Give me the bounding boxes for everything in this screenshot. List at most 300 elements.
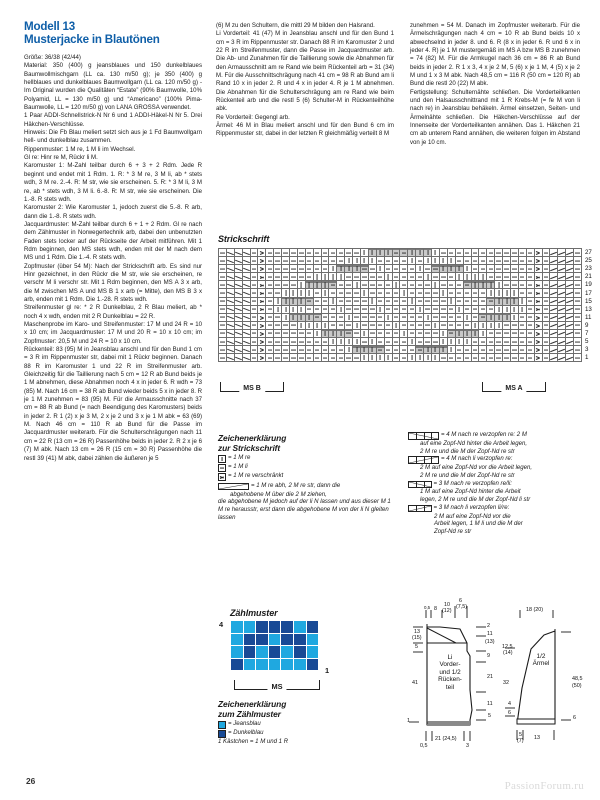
chart-cell: [534, 321, 542, 329]
chart-cell: [447, 305, 455, 313]
chart-cell: [495, 289, 503, 297]
chart-cell: [566, 265, 574, 273]
colour-cell: [243, 658, 256, 671]
chart-cell: [463, 257, 471, 265]
chart-cell: [361, 281, 369, 289]
sleeve-bottom-5-alt: (7): [517, 738, 524, 744]
para-streifenmuster: Streifenmuster gl re: * 2 R Dunkelblau, 2 R Blau meliert, ab * noch 4 x wdh, enden mit 2 R Dunkelblau = 22 R.: [24, 304, 202, 320]
chart-cell: [329, 281, 337, 289]
colour-cell: [268, 658, 281, 671]
chart-cell: [321, 257, 329, 265]
para-glre: Gl re: Hinr re M, Rückr li M.: [24, 154, 98, 162]
body-top-0-5: 0,5: [424, 605, 431, 610]
legend-item-cable3r-text: = 3 M nach re verzopfen re/li:: [433, 480, 512, 487]
chart-cell: [226, 257, 234, 265]
colour-row: [231, 646, 319, 659]
chart-cell: [353, 257, 361, 265]
chart-cell: [510, 281, 518, 289]
chart-cell: [558, 273, 566, 281]
chart-cell: [321, 338, 329, 346]
legend-strickschrift: [218, 434, 394, 522]
chart-cell: [242, 354, 250, 362]
chart-cell: [290, 338, 298, 346]
chart-cell: [518, 257, 526, 265]
chart-cell: [550, 273, 558, 281]
chart-cell: [368, 249, 376, 257]
chart-cell: [313, 313, 321, 321]
chart-cell: [266, 338, 274, 346]
chart-cell: [558, 338, 566, 346]
chart-cell: [290, 329, 298, 337]
chart-cell: [542, 338, 550, 346]
para-aermel-cont: zunehmen = 54 M. Danach im Zopfmuster weiterarb. Für die Ärmelschrägungen nach 4 cm = 10 R ab Bund beids 10 x abwechselnd in jeder 8. und 6. R (8 x in jeder 6. R und 6 x in jeder 4. R) je 1 M mustergemäß im MS A bzw MS B zunehmen = 74 (82) M. Für die Armkugel nach 36 cm = 86 R ab Bund beids in jeder 2. R 1 x 3, 4 x je 2 M, 5 (6) x je 1 M, 4 (5) x je 2 M und 1 x 3 M abk. Nach 48,5 cm = 116 R (50 cm = 120 R) ab Bund die restl 20 (22) M abk.: [410, 22, 580, 88]
colour-cell: [293, 646, 306, 659]
chart-cell: [313, 249, 321, 257]
chart-cell: [495, 321, 503, 329]
chart-cell: [503, 257, 511, 265]
chart-cell: [455, 281, 463, 289]
colour-cell: [268, 646, 281, 659]
chart-cell: [432, 329, 440, 337]
chart-cell: [282, 249, 290, 257]
chart-cell: [447, 265, 455, 273]
para-needles: 1 Paar ADDI-Schnellstrick-N Nr 6 und 1 ADDI-Häkel-N Nr 5. Drei Häkchen-Verschlüsse.: [24, 112, 202, 128]
chart-cell: [266, 281, 274, 289]
chart-cell: [242, 329, 250, 337]
chart-cell: [526, 346, 534, 354]
chart-cell: [542, 273, 550, 281]
chart-cell: [495, 281, 503, 289]
chart-cell: [353, 346, 361, 354]
chart-cell: [447, 313, 455, 321]
chart-cell: [566, 281, 574, 289]
chart-cell: [290, 354, 298, 362]
chart-row: [219, 289, 600, 297]
chart-cell: [416, 249, 424, 257]
colour-cell: [256, 621, 269, 634]
chart-cell: [266, 289, 274, 297]
chart-cell: [566, 346, 574, 354]
para-fertigstellung: Fertigstellung: Schulternähte schließen. Die Vorderteilkanten und den Halsausschnittrand mit 1 R Krebs-M (= fe M von li nach re) in Jeansblau behäkeln. Ärmel einsetzen, Seiten- und Ärmelnähte schließen. Die Häkchen-Verschlüsse auf der Innenseite der Vorderteilkanten annähen. Das 1. Häkchen 21 cm ab unterem Rand annähen, die weiteren folgen im Abstand von je 10 cm.: [410, 88, 580, 146]
chart-cell: [447, 289, 455, 297]
body-left-1: 1: [407, 718, 410, 724]
chart-cell: [542, 321, 550, 329]
chart-cell: [471, 346, 479, 354]
colour-cell: [306, 621, 319, 634]
chart-cell: [361, 257, 369, 265]
legend-item-cable3l-text: = 3 M nach li verzopfen li/re:: [433, 504, 510, 511]
chart-row: [219, 338, 600, 346]
chart-cell: [439, 354, 447, 362]
chart-cell: [305, 257, 313, 265]
chart-cell: [376, 305, 384, 313]
chart-cell: [305, 321, 313, 329]
colour-cell: [281, 658, 294, 671]
body-left-13: 13: [414, 629, 420, 635]
chart-cell: [400, 354, 408, 362]
chart-cell: [282, 289, 290, 297]
legend-item-slip-text: = 1 M re abh, 2 M re str, dann die: [251, 482, 341, 489]
chart-cell: [408, 289, 416, 297]
chart-cell: [297, 257, 305, 265]
chart-cell: [250, 338, 258, 346]
chart-cell: [432, 273, 440, 281]
chart-cell: [337, 297, 345, 305]
colour-cell: [243, 646, 256, 659]
chart-cell: [574, 354, 582, 362]
chart-cell: [416, 265, 424, 273]
chart-cell: [250, 329, 258, 337]
chart-cell: [518, 305, 526, 313]
colour-cell: [306, 633, 319, 646]
chart-cell: [526, 354, 534, 362]
colour-cell: [281, 621, 294, 634]
chart-cell: [408, 313, 416, 321]
colour-cell: [231, 633, 244, 646]
chart-cell: [368, 257, 376, 265]
dunkelblau-swatch-icon: [218, 730, 226, 738]
legend-item-twisted-text: = 1 M re verschränkt: [228, 472, 284, 479]
chart-cell: [479, 329, 487, 337]
chart-cell: [550, 249, 558, 257]
chart-cell: [510, 305, 518, 313]
chart-cell: [361, 297, 369, 305]
chart-cell: [471, 273, 479, 281]
legend-item-cable3l-cont-2: Arbeit legen, 1 M li und die M der: [434, 521, 523, 528]
chart-cell: [471, 265, 479, 273]
chart-cell: [337, 249, 345, 257]
chart-cell: [234, 346, 242, 354]
chart-cell: [234, 321, 242, 329]
chart-cell: [558, 305, 566, 313]
chart-cell: [495, 338, 503, 346]
chart-cell: [290, 273, 298, 281]
chart-cell: [297, 281, 305, 289]
chart-cell: [479, 354, 487, 362]
chart-cell: [526, 273, 534, 281]
chart-cell: [487, 329, 495, 337]
chart-cell: [400, 329, 408, 337]
chart-cell: [392, 305, 400, 313]
chart-cell: [574, 257, 582, 265]
chart-cell: [353, 338, 361, 346]
chart-cell: [471, 289, 479, 297]
chart-cell: [226, 265, 234, 273]
chart-cell: [313, 281, 321, 289]
chart-cell: [495, 329, 503, 337]
chart-cell: [353, 313, 361, 321]
chart-cell: [321, 265, 329, 273]
zaehlmuster-table: [230, 620, 319, 671]
chart-cell: [266, 273, 274, 281]
chart-cell: [439, 257, 447, 265]
chart-cell: [274, 346, 282, 354]
para-hinweis: Hinweis: Die Fb Blau meliert setzt sich aus je 1 Fd Baumwollgarn hell- und dunkelblau zusammen.: [24, 129, 202, 145]
chart-cell: [424, 257, 432, 265]
chart-cell: [424, 249, 432, 257]
chart-cell: [368, 338, 376, 346]
legend-item-purl-text: = 1 M li: [228, 464, 248, 471]
chart-cell: [329, 338, 337, 346]
chart-cell: [392, 313, 400, 321]
chart-cell: [558, 281, 566, 289]
chart-cell: [345, 313, 353, 321]
chart-cell: [542, 297, 550, 305]
chart-cell: [392, 297, 400, 305]
chart-cell: [542, 329, 550, 337]
cable-4-right-symbol-icon: [408, 432, 439, 440]
chart-cell: [274, 281, 282, 289]
chart-cell: [550, 329, 558, 337]
chart-cell: [392, 354, 400, 362]
chart-cell: [297, 305, 305, 313]
chart-cell: [376, 313, 384, 321]
chart-cell: [487, 249, 495, 257]
chart-cell: [439, 305, 447, 313]
legend-strick-heading-2: zur Strickschrift: [218, 442, 281, 453]
chart-cell: [400, 289, 408, 297]
para-rueckenteil-cont: (6) M zu den Schultern, die mittl 29 M bilden den Halsrand.: [216, 22, 375, 29]
twisted-knit-symbol-icon: [218, 473, 226, 481]
chart-cell: [384, 354, 392, 362]
chart-cell: [376, 297, 384, 305]
chart-cell: [345, 338, 353, 346]
chart-cell: [526, 265, 534, 273]
title-subject: Musterjacke in Blautönen: [24, 33, 160, 47]
chart-cell: [353, 297, 361, 305]
chart-cell: [487, 297, 495, 305]
chart-cell: [242, 313, 250, 321]
body-top-10: 10: [444, 602, 450, 608]
chart-cell: [234, 281, 242, 289]
para-zopfmuster: Zopfmuster (über 54 M): Nach der Strickschrift arb. Es sind nur Hinr gezeichnet, in den Rückr die M str, wie sie erscheinen, re verschr M li verschr str. Mit 1 Rdm beginnen, den MS A 3 x arb, die M zwischen MS A und MS B 1 x arb (= Mitte), den MS B 3 x arb, enden mit 1 Rdm. Die 1.-28. R stets wdh.: [24, 262, 202, 303]
chart-cell: [558, 289, 566, 297]
chart-cell: [479, 313, 487, 321]
chart-cell: [400, 338, 408, 346]
chart-cell: [345, 289, 353, 297]
chart-cell: [234, 273, 242, 281]
chart-row: [219, 313, 600, 321]
chart-cell: [400, 305, 408, 313]
chart-row: [219, 321, 600, 329]
para-li-vorderteil: Li Vorderteil: 41 (47) M in Jeansblau anschl und für den Bund 1 cm = 3 R im Rippenmuster str. Danach 88 R im Karomuster 2 und 22 R im Streifenmuster, dann die Passe im Jacquardmuster arb. Die Ab- und Zunahmen für die Taillierung sowie die Abnahmen für den Armausschnitt am re Rand wie beim Rückenteil arb = 31 (34) M. Für die Ausschnittschrägung nach 41 cm = 98 R ab Bund am li Rand 10 x in jeder 2. R und 4 x in jeder 4. R je 1 M abnehmen. Die Abnahmen für die Schulterschrägung am re Rand wie beim Rückenteil arb und die restl 5 (6) Schulter-M in Rückenteilhöhe abk.: [216, 30, 394, 113]
chart-cell: [558, 265, 566, 273]
chart-cell: [345, 273, 353, 281]
chart-cell: [384, 313, 392, 321]
chart-cell: [463, 338, 471, 346]
chart-cell: [313, 329, 321, 337]
chart-cell: [518, 313, 526, 321]
chart-cell: [503, 321, 511, 329]
legend-item-cable3r: [408, 481, 594, 489]
chart-cell: [408, 265, 416, 273]
chart-cell: [337, 281, 345, 289]
chart-cell: [313, 289, 321, 297]
chart-cell: [353, 265, 361, 273]
para-karomuster-2: Karomuster 2: Wie Karomuster 1, jedoch zuerst die 5.-8. R arb, dann die 1.-8. R stets wdh.: [24, 204, 202, 220]
body-right-2: 2: [487, 623, 490, 629]
chart-cell: [503, 281, 511, 289]
chart-cell: [321, 249, 329, 257]
sleeve-top-18: 18 (20): [526, 607, 544, 613]
jeansblau-swatch-icon: [218, 721, 226, 729]
sleeve-label-l2: Ärmel: [532, 660, 550, 668]
chart-cell: [290, 313, 298, 321]
chart-cell: [487, 257, 495, 265]
chart-cell: [463, 281, 471, 289]
chart-cell: [242, 289, 250, 297]
chart-cell: [534, 313, 542, 321]
schematic-diagram: [398, 596, 598, 771]
chart-cell: [526, 249, 534, 257]
chart-cell: [290, 265, 298, 273]
chart-cell: [487, 281, 495, 289]
sleeve-label-l1: 1/2: [536, 653, 546, 660]
chart-cell: [226, 329, 234, 337]
chart-cell: [368, 346, 376, 354]
chart-cell: [234, 354, 242, 362]
chart-cell: [510, 313, 518, 321]
zaehlmuster-chart: [230, 620, 319, 671]
body-bottom-21: 21 (24,5): [435, 736, 457, 742]
legend-item-cable4l: [408, 456, 594, 464]
chart-cell: [361, 289, 369, 297]
chart-cell: [550, 338, 558, 346]
zaehlmuster-row-label-top: 4: [219, 620, 224, 629]
chart-cell: [542, 281, 550, 289]
chart-cell: [337, 321, 345, 329]
chart-cell: [550, 265, 558, 273]
chart-cell: [376, 338, 384, 346]
chart-cell: [400, 313, 408, 321]
chart-cell: [487, 354, 495, 362]
chart-cell: [361, 249, 369, 257]
chart-cell: [234, 265, 242, 273]
para-rueckenteil: Rückenteil: 83 (95) M in Jeansblau anschl und für den Bund 1 cm = 3 R im Rippenmuster str, dabei mit 1 Rückr beginnen. Danach 88 R im Karomuster 1 und 22 R im Streifenmuster arb. Gleichzeitig für die Taillierung nach 5 cm = 12 R ab Bund beids je 1 M abnehmen, diese Abnahmen noch 4 x in jeder 6. R wdh = 73 (85) M. Nach 16 cm = 38 R ab Bund wieder beids 5 x in jeder 8. R je 1 M zunehmen = 83 (95) M. Für die Armausschnitte nach 37 cm = 88 R ab Bund (= nach Beendigung des Karomusters) beids in jeder 2. R 1 (2) x je 3 M, 2 x je 2 und 3 x je 1 M abk = 63 (69) M. Nach 46 cm = 110 R ab Bund für die Passe im Jacquardmuster weiterarb. Für die Schulterschrägungen nach 11 cm = 22 R (13 cm = 26 R) Passenhöhe beids in jeder 2. R 2 x je 6 (7) M abk. Nach 13 cm = 26 R (15 cm = 30 R) Passenhöhe die restl 39 (41) M abk, dabei zählen die äußeren je 5: [24, 346, 202, 462]
legend-zaehl-heading-1: Zeichenerklärung: [218, 699, 287, 709]
chart-cell: [258, 313, 266, 321]
chart-cell: [495, 265, 503, 273]
ms-b-bracket: [220, 382, 284, 392]
chart-cell: [416, 289, 424, 297]
chart-cell: [337, 354, 345, 362]
chart-cell: [329, 249, 337, 257]
colour-cell: [243, 621, 256, 634]
chart-cell: [345, 249, 353, 257]
chart-cell: [250, 321, 258, 329]
chart-row-label: 23: [584, 265, 592, 273]
chart-cell: [455, 257, 463, 265]
body-label-l3: und 1/2: [439, 668, 461, 676]
chart-cell: [266, 321, 274, 329]
title-model: Modell 13: [24, 20, 76, 33]
legend-zaehlmuster: [218, 700, 388, 747]
chart-cell: [258, 265, 266, 273]
legend-item-cable4r-cont-1: auf eine Zopf-Nd hinter die Arbeit legen,: [420, 440, 528, 447]
chart-cell: [345, 305, 353, 313]
chart-cell: [566, 354, 574, 362]
chart-cell: [400, 281, 408, 289]
chart-cell: [518, 265, 526, 273]
chart-row-label: 1: [584, 354, 589, 362]
chart-cell: [353, 321, 361, 329]
colour-row: [231, 658, 319, 671]
chart-row-label: 27: [584, 249, 592, 257]
legend-item-cable3r-cont-2: legen, 2 M re und die M der Zopf-Nd li str: [420, 497, 531, 504]
chart-cell: [463, 321, 471, 329]
chart-cell: [487, 305, 495, 313]
sleeve-right-48-5: 48,5: [572, 676, 583, 682]
chart-cell: [297, 346, 305, 354]
chart-cell: [447, 346, 455, 354]
chart-cell: [329, 346, 337, 354]
chart-cell: [447, 249, 455, 257]
chart-cell: [266, 305, 274, 313]
chart-cell: [432, 257, 440, 265]
chart-cell: [550, 305, 558, 313]
chart-cell: [353, 281, 361, 289]
chart-cell: [282, 305, 290, 313]
chart-cell: [424, 297, 432, 305]
chart-cell: [297, 321, 305, 329]
para-aermel: Ärmel: 46 M in Blau meliert anschl und für den Bund 6 cm im Rippenmuster str, dabei in der letzten R gleichmäßig verteilt 8 M: [216, 122, 394, 138]
body-top-6: 6: [459, 598, 462, 604]
chart-cell: [234, 313, 242, 321]
chart-cell: [219, 329, 227, 337]
chart-cell: [250, 297, 258, 305]
strickschrift-chart: [218, 248, 600, 362]
body-right-9: 9: [487, 653, 490, 659]
chart-cell: [526, 297, 534, 305]
chart-cell: [566, 321, 574, 329]
chart-cell: [550, 281, 558, 289]
chart-cell: [487, 313, 495, 321]
ms-b-label: MS B: [239, 385, 265, 392]
chart-cell: [368, 273, 376, 281]
chart-cell: [274, 273, 282, 281]
chart-cell: [384, 281, 392, 289]
chart-cell: [455, 321, 463, 329]
chart-cell: [361, 313, 369, 321]
chart-cell: [258, 354, 266, 362]
chart-cell: [510, 354, 518, 362]
strickschrift-heading: Strickschrift: [218, 234, 270, 244]
chart-cell: [495, 346, 503, 354]
chart-cell: [226, 313, 234, 321]
chart-cell: [455, 289, 463, 297]
chart-cell: [274, 257, 282, 265]
chart-cell: [526, 338, 534, 346]
chart-cell: [376, 249, 384, 257]
legend-item-cable3r-cont-1: 1 M auf eine Zopf-Nd hinter die Arbeit: [420, 489, 521, 496]
chart-cell: [226, 281, 234, 289]
chart-cell: [274, 321, 282, 329]
chart-cell: [392, 265, 400, 273]
body-right-21: 21: [487, 674, 493, 680]
colour-row: [231, 633, 319, 646]
chart-cell: [242, 297, 250, 305]
body-bottom-0-5: 0,5: [420, 743, 428, 749]
chart-cell: [274, 305, 282, 313]
chart-cell: [408, 273, 416, 281]
chart-cell: [368, 329, 376, 337]
chart-cell: [424, 354, 432, 362]
chart-cell: [455, 265, 463, 273]
chart-cell: [392, 346, 400, 354]
chart-cell: [526, 257, 534, 265]
chart-cell: [510, 265, 518, 273]
chart-cell: [542, 354, 550, 362]
